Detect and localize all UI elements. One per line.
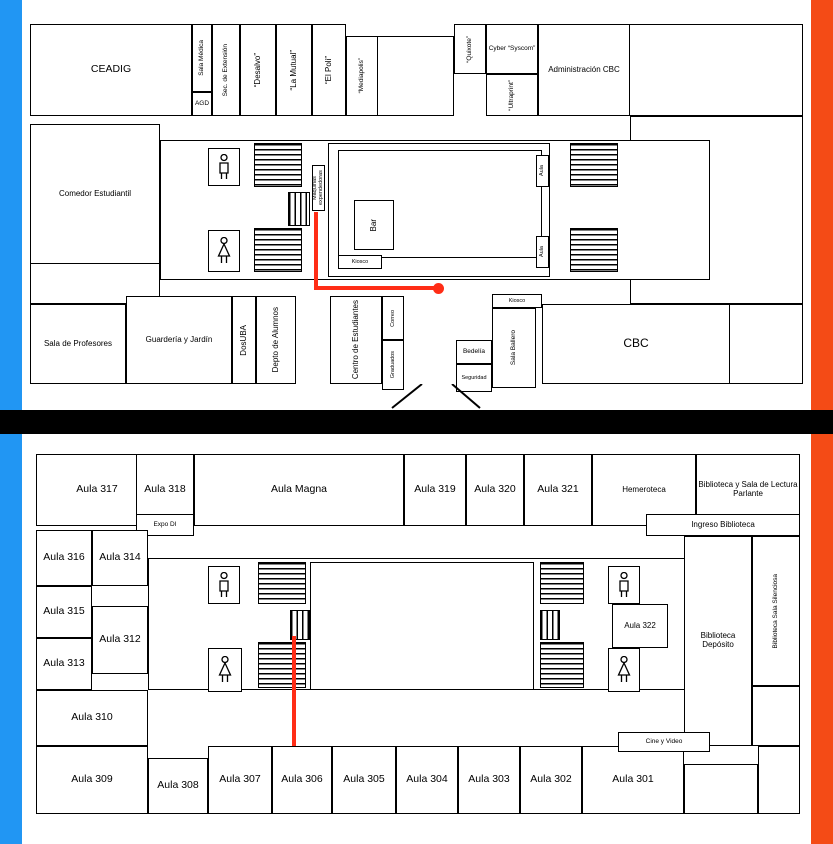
room-sec-extension[interactable] bbox=[212, 24, 240, 116]
room-label: Maquinas expendedoras bbox=[312, 170, 325, 206]
floor-plan-ground bbox=[22, 0, 811, 410]
room-administracion-cbc[interactable] bbox=[538, 24, 630, 116]
room-label: “Quixote” bbox=[466, 35, 474, 63]
room-label: Aula 319 bbox=[414, 483, 456, 496]
room-label: Hemeroteca bbox=[622, 484, 666, 494]
stairs-lower-right-f2 bbox=[540, 642, 584, 688]
room-aula-310[interactable] bbox=[36, 690, 148, 746]
room-aula-320[interactable] bbox=[466, 454, 524, 526]
room-ultraprint[interactable] bbox=[486, 74, 538, 116]
room-aula-322[interactable] bbox=[612, 604, 668, 648]
room-label: Aula bbox=[539, 246, 546, 258]
room-desalvo[interactable] bbox=[240, 24, 276, 116]
room-biblioteca-deposito[interactable] bbox=[684, 536, 752, 746]
route-line-horizontal-f1 bbox=[314, 286, 442, 290]
room-label: Expo DI bbox=[153, 521, 177, 529]
room-mediapolis[interactable] bbox=[346, 36, 378, 116]
stairs-upper-right-f2 bbox=[540, 562, 584, 604]
room-label: Aula 309 bbox=[71, 773, 113, 786]
room-ceadig[interactable] bbox=[30, 24, 192, 116]
room-aula-307[interactable] bbox=[208, 746, 272, 814]
room-aula-316[interactable] bbox=[36, 530, 92, 586]
room-label: Aula 304 bbox=[406, 773, 448, 786]
room-label: Aula 302 bbox=[530, 773, 572, 786]
room-aula-magna[interactable] bbox=[194, 454, 404, 526]
room-label: Guardería y Jardín bbox=[145, 334, 213, 344]
stairs-lower-right bbox=[570, 228, 618, 272]
left-edge-bar-floor1 bbox=[0, 0, 22, 410]
room-label: Aula 308 bbox=[157, 779, 199, 792]
restroom-men-icon-f1 bbox=[208, 148, 240, 186]
room-label: Aula 305 bbox=[343, 773, 385, 786]
room-label: Aula bbox=[539, 165, 546, 177]
room-label: Centro de Estudiantes bbox=[350, 300, 360, 380]
stairs-upper-left-f2 bbox=[258, 562, 306, 604]
room-label: Aula 318 bbox=[144, 483, 186, 496]
room-aula-313[interactable] bbox=[36, 638, 92, 690]
route-line-vertical-f2 bbox=[292, 636, 296, 752]
room-label: Sala Médica bbox=[198, 40, 206, 76]
room-label: Aula 312 bbox=[99, 633, 141, 646]
room-label: “Desalvo” bbox=[252, 52, 262, 88]
room-guarderia-jardin[interactable] bbox=[126, 296, 232, 384]
room-label: Biblioteca Sala Silenciosa bbox=[772, 573, 780, 649]
room-aula-302[interactable] bbox=[520, 746, 582, 814]
room-label: Depto de Alumnos bbox=[270, 307, 280, 373]
room-label: Correo bbox=[389, 309, 396, 327]
restroom-women-icon-f2 bbox=[208, 648, 242, 692]
room-quixote[interactable] bbox=[454, 24, 486, 74]
room-label: Aula 322 bbox=[624, 620, 656, 630]
room-label: Cyber “Syscom” bbox=[488, 45, 536, 53]
room-centro-estudiantes[interactable] bbox=[330, 296, 382, 384]
room-label: Sala de Profesores bbox=[43, 338, 113, 348]
corridor-top bbox=[378, 36, 454, 116]
room-agd[interactable] bbox=[192, 92, 212, 116]
room-aula-312[interactable] bbox=[92, 606, 148, 674]
room-aula-321[interactable] bbox=[524, 454, 592, 526]
stairs-upper-left bbox=[254, 143, 302, 187]
right-corridor-f2 bbox=[752, 686, 800, 746]
room-label: Administración CBC bbox=[548, 64, 620, 74]
room-aula-303[interactable] bbox=[458, 746, 520, 814]
room-label: Bar bbox=[368, 218, 378, 232]
room-sala-profesores[interactable] bbox=[30, 304, 126, 384]
entrance-ramp bbox=[368, 384, 498, 410]
room-label: Aula 307 bbox=[219, 773, 261, 786]
route-endpoint-f1 bbox=[433, 283, 444, 294]
room-aula-315[interactable] bbox=[36, 586, 92, 638]
room-label: Kiosco bbox=[351, 258, 369, 265]
room-bedelia[interactable] bbox=[456, 340, 492, 364]
room-label: Aula 315 bbox=[43, 605, 85, 618]
room-label: “El Poli” bbox=[323, 55, 333, 84]
room-aula-301[interactable] bbox=[582, 746, 684, 814]
room-label: Aula 320 bbox=[474, 483, 516, 496]
room-ingreso-biblioteca[interactable] bbox=[646, 514, 800, 536]
room-sala-ballero[interactable] bbox=[492, 308, 536, 388]
room-aula-centro-2[interactable] bbox=[536, 236, 549, 268]
right-edge-bar-floor2 bbox=[811, 434, 833, 844]
room-label: Sala Ballero bbox=[510, 330, 518, 366]
stairs-center-right-f2 bbox=[540, 610, 560, 640]
room-aula-centro-1[interactable] bbox=[536, 155, 549, 187]
right-edge-bar-floor1 bbox=[811, 0, 833, 410]
room-depto-alumnos[interactable] bbox=[256, 296, 296, 384]
stairs-upper-right bbox=[570, 143, 618, 187]
room-label: “Mediapolis” bbox=[358, 58, 366, 94]
room-label: Aula 316 bbox=[43, 551, 85, 564]
room-label: “La Mutual” bbox=[288, 49, 298, 91]
room-label: Biblioteca Depósito bbox=[700, 631, 736, 649]
room-aula-319[interactable] bbox=[404, 454, 466, 526]
room-label: Cine y Video bbox=[645, 738, 683, 746]
room-label: Graduados bbox=[389, 351, 396, 379]
room-kiosco-bajo[interactable] bbox=[492, 294, 542, 308]
outer-wall-top-right bbox=[630, 24, 803, 116]
route-line-vertical-f1 bbox=[314, 212, 318, 290]
room-cyber-syscom[interactable] bbox=[486, 24, 538, 74]
restroom-men-icon-f2 bbox=[208, 566, 240, 604]
room-graduados[interactable] bbox=[382, 340, 404, 390]
stairs-lower-left bbox=[254, 228, 302, 272]
room-label: Comedor Estudiantil bbox=[58, 188, 132, 198]
outer-wall-bottom-right bbox=[730, 304, 803, 384]
room-sala-medica[interactable] bbox=[192, 24, 212, 92]
room-dosuba[interactable] bbox=[232, 296, 256, 384]
stairs-center-left bbox=[288, 192, 310, 226]
maquinas-expendedoras[interactable] bbox=[312, 165, 325, 211]
room-correo[interactable] bbox=[382, 296, 404, 340]
room-aula-304[interactable] bbox=[396, 746, 458, 814]
room-comedor-estudiantil[interactable] bbox=[30, 124, 160, 264]
restroom-women-icon-right-f2 bbox=[608, 648, 640, 692]
room-label: Aula 310 bbox=[71, 711, 113, 724]
floor-separator-band bbox=[0, 410, 833, 434]
left-edge-bar-floor2 bbox=[0, 434, 22, 844]
room-label: Aula 303 bbox=[468, 773, 510, 786]
bottom-right-block-f2 bbox=[684, 764, 758, 814]
courtyard-f2 bbox=[310, 562, 534, 690]
room-aula-314[interactable] bbox=[92, 530, 148, 586]
room-label: Aula 313 bbox=[43, 657, 85, 670]
restroom-women-icon-f1 bbox=[208, 230, 240, 272]
room-label: “Ultraprint” bbox=[508, 79, 516, 111]
room-label: Ingreso Biblioteca bbox=[691, 519, 755, 529]
bottom-right-wall-f2 bbox=[758, 746, 800, 814]
room-label: Aula 306 bbox=[281, 773, 323, 786]
room-aula-305[interactable] bbox=[332, 746, 396, 814]
room-cine-y-video[interactable] bbox=[618, 732, 710, 752]
room-la-mutual[interactable] bbox=[276, 24, 312, 116]
room-cbc[interactable] bbox=[542, 304, 730, 384]
room-label: DosUBA bbox=[238, 324, 248, 356]
room-label: Aula 321 bbox=[537, 483, 579, 496]
room-label: AGD bbox=[194, 100, 210, 108]
room-label: Kiosco bbox=[508, 297, 526, 304]
room-label: Aula Magna bbox=[270, 483, 328, 496]
room-label: Sec. de Extensión bbox=[222, 43, 230, 97]
room-label: Aula 301 bbox=[612, 773, 654, 786]
room-aula-308[interactable] bbox=[148, 758, 208, 814]
room-label: CBC bbox=[623, 336, 649, 351]
room-el-poli[interactable] bbox=[312, 24, 346, 116]
room-label: Aula 314 bbox=[99, 551, 141, 564]
room-aula-306[interactable] bbox=[272, 746, 332, 814]
room-label: Bedelía bbox=[462, 348, 486, 356]
floor-plan-third bbox=[22, 434, 811, 844]
room-kiosco-centro[interactable] bbox=[338, 255, 382, 269]
room-label: Aula 317 bbox=[76, 483, 118, 496]
room-label: Seguridad bbox=[461, 374, 487, 381]
stairs-lower-left-f2 bbox=[258, 642, 306, 688]
room-biblioteca-sala-silenciosa[interactable] bbox=[752, 536, 800, 686]
room-label: CEADIG bbox=[90, 63, 132, 76]
room-bar[interactable] bbox=[354, 200, 394, 250]
restroom-men-icon-right-f2 bbox=[608, 566, 640, 604]
room-aula-309[interactable] bbox=[36, 746, 148, 814]
room-label: Biblioteca y Sala de Lectura Parlante bbox=[698, 480, 798, 498]
